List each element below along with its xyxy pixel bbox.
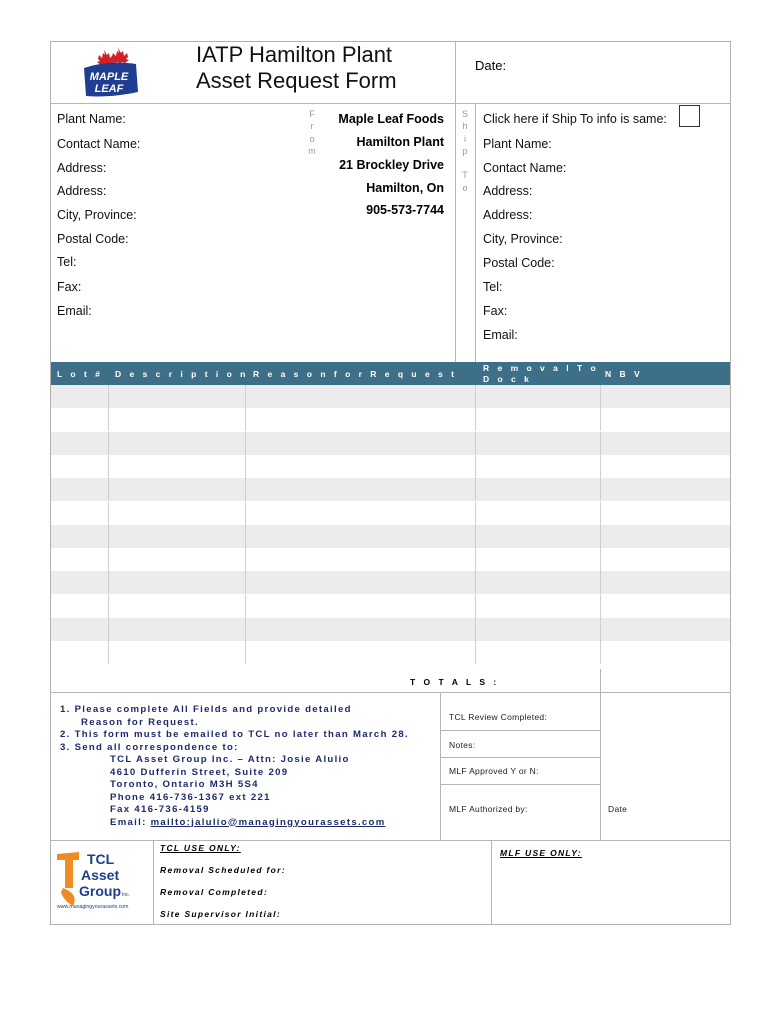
ship-email-label: Email:: [483, 328, 518, 342]
totals-label: T O T A L S :: [410, 677, 500, 687]
mlf-use-only-title: MLF USE ONLY:: [500, 848, 582, 858]
tcl-logo-line2: Asset: [81, 867, 120, 883]
table-cell-divider: [475, 525, 476, 548]
table-cell-divider: [245, 478, 246, 501]
table-cell-divider: [245, 571, 246, 594]
from-email-label: Email:: [57, 304, 92, 318]
contact-fax: Fax 416-736-4159: [110, 804, 210, 815]
from-tel-label: Tel:: [57, 255, 77, 269]
table-cell-divider: [245, 595, 246, 618]
table-cell-divider: [108, 548, 109, 571]
table-cell-divider: [108, 455, 109, 478]
header-reason: R e a s o n f o r R e q u e s t: [253, 369, 457, 379]
tcl-logo-url: www.managingyourassets.com: [57, 904, 129, 910]
ship-contact-name-label: Contact Name:: [483, 161, 567, 175]
table-cell-divider: [108, 595, 109, 618]
table-cell-divider: [600, 548, 601, 571]
review-right-divider: [600, 692, 601, 840]
table-cell-divider: [108, 502, 109, 525]
ship-postal-label: Postal Code:: [483, 256, 555, 270]
tcl-logo-suffix: Inc.: [122, 892, 131, 898]
table-cell-divider: [245, 618, 246, 641]
table-cell-divider: [600, 571, 601, 594]
header-description: D e s c r i p t i o n: [115, 369, 249, 379]
totals-nbv-divider: [600, 669, 601, 693]
table-row[interactable]: [51, 618, 730, 641]
table-cell-divider: [475, 478, 476, 501]
instruction-1: 1. Please complete All Fields and provide detailed: [60, 704, 352, 715]
maple-leaf-logo: [78, 46, 144, 102]
header-removal: R e m o v a l T o: [483, 363, 599, 373]
review-line-1: [440, 730, 600, 731]
from-plant-name-value[interactable]: Maple Leaf Foods: [338, 112, 444, 126]
table-row[interactable]: [51, 548, 730, 571]
instruction-3: 3. Send all correspondence to:: [60, 741, 239, 753]
asset-table-header: [51, 362, 730, 385]
header-lot: L o t #: [57, 369, 103, 379]
ship-city-label: City, Province:: [483, 232, 563, 246]
from-phone-value[interactable]: 905-573-7744: [366, 203, 444, 217]
table-cell-divider: [108, 478, 109, 501]
from-city-label: City, Province:: [57, 208, 137, 222]
table-cell-divider: [600, 641, 601, 664]
totals-bottom-line: [50, 692, 731, 693]
table-cell-divider: [600, 618, 601, 641]
ship-vertical-label: S h i p T o: [461, 109, 468, 193]
ship-fax-label: Fax:: [483, 304, 508, 318]
removal-scheduled-label: Removal Scheduled for:: [160, 865, 286, 875]
tcl-logo-line1: TCL: [87, 851, 115, 867]
date-label: Date:: [475, 58, 507, 73]
tcl-asset-group-logo: [55, 848, 150, 913]
header-bottom-line: [50, 103, 731, 104]
tcl-use-only-title: TCL USE ONLY:: [160, 843, 241, 853]
table-row[interactable]: [51, 455, 730, 478]
table-cell-divider: [475, 641, 476, 664]
contact-city: Toronto, Ontario M3H 5S4: [110, 779, 259, 790]
tcl-logo-line3: Group: [79, 883, 121, 899]
ship-address2-label: Address:: [483, 208, 533, 222]
from-address-value[interactable]: 21 Brockley Drive: [339, 158, 444, 172]
review-line-3: [440, 784, 600, 785]
table-cell-divider: [600, 478, 601, 501]
from-postal-label: Postal Code:: [57, 232, 129, 246]
contact-phone: Phone 416-736-1367 ext 221: [110, 791, 271, 803]
table-cell-divider: [108, 641, 109, 664]
table-cell-divider: [475, 548, 476, 571]
table-row[interactable]: [51, 432, 730, 455]
title-line-1: IATP Hamilton Plant: [196, 42, 393, 67]
instruction-2: 2. This form must be emailed to TCL no later than March 28.: [60, 729, 409, 740]
table-cell-divider: [475, 408, 476, 431]
table-cell-divider: [475, 502, 476, 525]
from-address2-label: Address:: [57, 184, 107, 198]
ship-divider-right: [475, 103, 476, 362]
from-contact-name-label: Contact Name:: [57, 137, 141, 151]
table-cell-divider: [245, 525, 246, 548]
logo-text-2: LEAF: [94, 83, 124, 95]
header-divider: [455, 42, 456, 103]
table-cell-divider: [600, 432, 601, 455]
table-cell-divider: [475, 432, 476, 455]
from-vertical-label: F r o m: [308, 109, 316, 156]
from-city-value[interactable]: Hamilton, On: [366, 181, 444, 195]
notes-label: Notes:: [449, 740, 476, 750]
ship-plant-name-label: Plant Name:: [483, 137, 552, 151]
table-cell-divider: [600, 525, 601, 548]
table-cell-divider: [108, 408, 109, 431]
ship-tel-label: Tel:: [483, 280, 503, 294]
table-cell-divider: [475, 385, 476, 408]
table-cell-divider: [245, 641, 246, 664]
table-row[interactable]: [51, 595, 730, 618]
tcl-review-label: TCL Review Completed:: [449, 712, 548, 722]
header-nbv: N B V: [605, 369, 643, 379]
table-cell-divider: [245, 385, 246, 408]
mlf-authorized-label: MLF Authorized by:: [449, 804, 528, 814]
from-contact-name-value[interactable]: Hamilton Plant: [356, 135, 444, 149]
contact-name: TCL Asset Group Inc. – Attn: Josie Alulio: [110, 754, 350, 765]
table-cell-divider: [600, 385, 601, 408]
contact-email-link[interactable]: mailto:jalulio@managingyourassets.com: [150, 816, 386, 828]
table-cell-divider: [245, 548, 246, 571]
table-cell-divider: [600, 502, 601, 525]
form-title: [196, 42, 397, 94]
table-row[interactable]: [51, 408, 730, 431]
logo-text-1: MAPLE: [89, 71, 129, 83]
instruction-1b: Reason for Request.: [81, 716, 199, 728]
table-cell-divider: [600, 455, 601, 478]
table-cell-divider: [475, 595, 476, 618]
table-cell-divider: [600, 595, 601, 618]
from-fax-label: Fax:: [57, 280, 82, 294]
table-cell-divider: [245, 502, 246, 525]
use-only-left-divider: [153, 840, 154, 925]
table-cell-divider: [108, 618, 109, 641]
table-cell-divider: [245, 408, 246, 431]
instructions: [60, 704, 409, 829]
header-removal-dock: D o c k: [483, 374, 532, 384]
review-left-divider: [440, 692, 441, 840]
table-cell-divider: [108, 385, 109, 408]
table-cell-divider: [475, 618, 476, 641]
from-address-label: Address:: [57, 161, 107, 175]
table-cell-divider: [245, 455, 246, 478]
review-line-2: [440, 757, 600, 758]
table-row[interactable]: [51, 385, 730, 408]
table-cell-divider: [245, 432, 246, 455]
ship-address-label: Address:: [483, 184, 533, 198]
table-cell-divider: [475, 571, 476, 594]
table-row[interactable]: [51, 571, 730, 594]
site-supervisor-label: Site Supervisor Initial:: [160, 909, 281, 919]
mlf-approved-label: MLF Approved Y or N:: [449, 766, 539, 776]
table-cell-divider: [475, 455, 476, 478]
removal-completed-label: Removal Completed:: [160, 887, 268, 897]
table-row[interactable]: [51, 478, 730, 501]
table-row[interactable]: [51, 641, 730, 664]
table-row[interactable]: [51, 525, 730, 548]
contact-street: 4610 Dufferin Street, Suite 209: [110, 766, 289, 778]
contact-email-prefix: Email:: [110, 816, 151, 828]
table-row[interactable]: [51, 502, 730, 525]
table-cell-divider: [108, 571, 109, 594]
ship-same-label: Click here if Ship To info is same:: [483, 112, 667, 126]
date-field-label: Date: [608, 804, 628, 814]
ship-same-checkbox[interactable]: [679, 105, 700, 127]
ship-divider-left: [455, 103, 456, 362]
title-line-2: Asset Request Form: [196, 68, 397, 93]
use-only-mid-divider: [491, 840, 492, 925]
table-cell-divider: [108, 525, 109, 548]
table-cell-divider: [108, 432, 109, 455]
table-cell-divider: [600, 408, 601, 431]
from-plant-name-label: Plant Name:: [57, 112, 126, 126]
